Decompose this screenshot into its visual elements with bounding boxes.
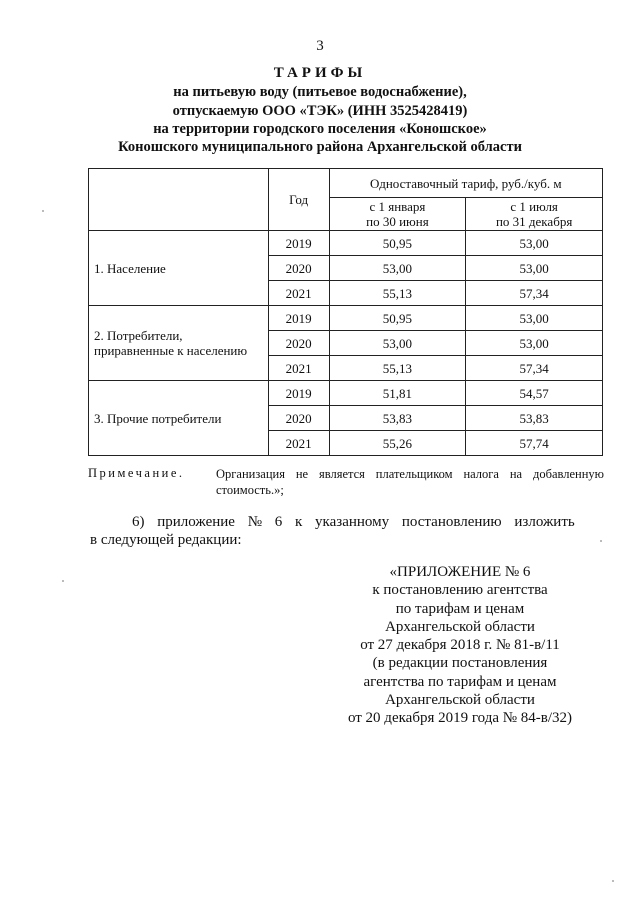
- appendix-line: Архангельской области: [385, 618, 535, 635]
- year-cell: 2021: [268, 281, 329, 306]
- category-label: 1. Население: [94, 260, 166, 276]
- tariff-cell: 53,00: [466, 256, 603, 281]
- scan-speck: [612, 880, 614, 882]
- tariff-cell: 53,83: [466, 406, 603, 431]
- scan-speck: [42, 210, 44, 212]
- category-label: 2. Потребители,: [94, 328, 183, 343]
- appendix-line: Архангельской области: [385, 692, 535, 709]
- category-cell: [89, 231, 269, 306]
- year-cell: 2020: [268, 406, 329, 431]
- tariff-cell: 53,00: [466, 231, 603, 256]
- category-label: 3. Прочие потребители: [94, 410, 222, 426]
- tariff-cell: 53,83: [329, 406, 466, 431]
- category-cell: [89, 306, 269, 381]
- header-year: Год: [268, 169, 329, 231]
- header-empty-cell: [89, 169, 269, 231]
- tariff-cell: 57,74: [466, 431, 603, 456]
- year-cell: 2019: [268, 231, 329, 256]
- note-label: Примечание.: [88, 466, 185, 480]
- title-line-4: Коношского муниципального района Архангельской области: [118, 139, 522, 155]
- appendix-block: [300, 563, 620, 728]
- tariff-cell: 50,95: [329, 231, 466, 256]
- year-cell: 2020: [268, 331, 329, 356]
- header-period-2-line-1: с 1 июля: [510, 199, 558, 214]
- scan-speck: [600, 540, 602, 542]
- header-period-1-line-2: по 30 июня: [366, 214, 429, 229]
- note-text: Организация не является плательщиком налога на добавленную стоимость.»;: [216, 467, 604, 497]
- paragraph-line-1: 6) приложение № 6 к указанному постановлению изложить: [132, 514, 575, 530]
- year-cell: 2021: [268, 431, 329, 456]
- header-period-1-line-1: с 1 января: [369, 199, 426, 214]
- tariff-cell: 51,81: [329, 381, 466, 406]
- appendix-line: по тарифам и ценам: [395, 600, 525, 617]
- tariff-cell: 54,57: [466, 381, 603, 406]
- table-row: [89, 231, 603, 256]
- scan-speck: [62, 580, 64, 582]
- paragraph-line-2: в следующей редакции:: [90, 532, 242, 548]
- appendix-line: от 27 декабря 2018 г. № 81-в/11: [360, 637, 560, 654]
- tariff-table: [88, 168, 603, 456]
- title-line-2: отпускаемую ООО «ТЭК» (ИНН 3525428419): [172, 103, 468, 119]
- category-cell: [89, 381, 269, 456]
- tariff-cell: 53,00: [329, 331, 466, 356]
- year-cell: 2020: [268, 256, 329, 281]
- appendix-line: к постановлению агентства: [372, 582, 548, 599]
- page-number: 3: [316, 38, 324, 54]
- header-period-1: [329, 198, 466, 231]
- appendix-line: «ПРИЛОЖЕНИЕ № 6: [389, 564, 531, 580]
- tariff-cell: 55,13: [329, 356, 466, 381]
- appendix-line: от 20 декабря 2019 года № 84-в/32): [347, 710, 573, 727]
- header-period-2: [466, 198, 603, 231]
- title-line-3: на территории городского поселения «Коношское»: [153, 121, 487, 137]
- header-tariff: Одноставочный тариф, руб./куб. м: [329, 169, 602, 198]
- category-label-line-2: приравненные к населению: [94, 343, 248, 358]
- tariff-cell: 50,95: [329, 306, 466, 331]
- year-cell: 2021: [268, 356, 329, 381]
- table-row: [89, 306, 603, 331]
- tariff-cell: 55,26: [329, 431, 466, 456]
- tariff-cell: 57,34: [466, 281, 603, 306]
- appendix-line: агентства по тарифам и ценам: [363, 673, 557, 690]
- tariff-cell: 55,13: [329, 281, 466, 306]
- document-title: ТАРИФЫ: [273, 65, 367, 81]
- header-period-2-line-2: по 31 декабря: [495, 214, 573, 229]
- tariff-cell: 53,00: [466, 331, 603, 356]
- tariff-cell: 53,00: [329, 256, 466, 281]
- tariff-cell: 53,00: [466, 306, 603, 331]
- appendix-line: (в редакции постановления: [372, 655, 548, 672]
- year-cell: 2019: [268, 381, 329, 406]
- year-cell: 2019: [268, 306, 329, 331]
- table-row: [89, 381, 603, 406]
- tariff-cell: 57,34: [466, 356, 603, 381]
- title-line-1: на питьевую воду (питьевое водоснабжение),: [173, 84, 467, 100]
